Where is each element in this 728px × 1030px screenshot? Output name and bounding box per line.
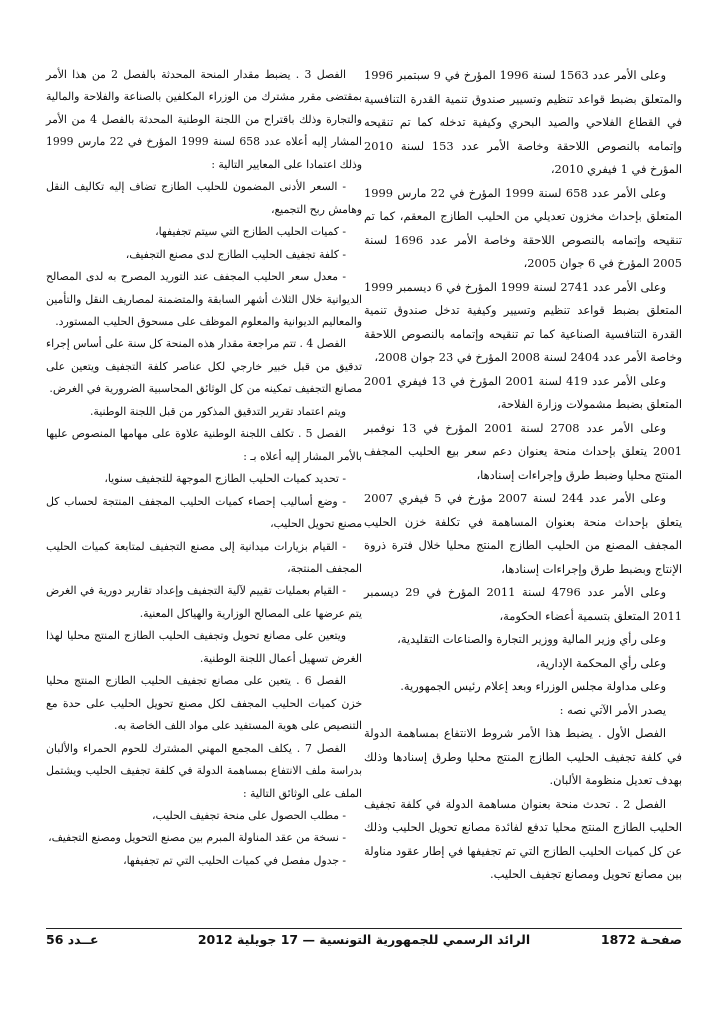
paragraph: يصدر الأمر الآتي نصه : xyxy=(559,702,666,717)
right-text-column xyxy=(364,64,682,887)
page-number: صفحـة 1872 xyxy=(600,932,682,947)
article-paragraph: الفصل 7 . يكلف المجمع المهني المشترك للحوم الحمراء والألبان بدراسة ملف الانتفاع بمساهمة الدولة في كلفة تجفيف الحليب ويشتمل الملف على الوثائق التالية : xyxy=(46,741,362,800)
paragraph: وعلى الأمر عدد 2741 لسنة 1999 المؤرخ في 6 ديسمبر 1999 المتعلق بضبط قواعد تنظيم وتسيير وكيفية تدخل صندوق تنمية القدرة التنافسية الصناعية كما تم تنقيحه وإتمامه بالنصوص اللاحقة وخاصة الأمر عدد 2404 لسنة 2008 المؤرخ في 23 جوان 2008، xyxy=(364,279,682,364)
list-item: - مطلب الحصول على منحة تجفيف الحليب، xyxy=(152,808,346,822)
paragraph: وعلى رأي المحكمة الإدارية، xyxy=(536,655,666,670)
article-paragraph: الفصل 3 . يضبط مقدار المنحة المحدثة بالفصل 2 من هذا الأمر بمقتضى مقرر مشترك من الوزراء المكلفين بالصناعة والفلاحة والمالية والتجارة وذلك باقتراح من اللجنة الوطنية المحدثة بالفصل 4 من الأمر المشار إليه أعلاه عدد 658 لسنة 1999 المؤرخ في 22 مارس 1999 وذلك اعتمادا على المعايير التالية : xyxy=(46,68,363,171)
paragraph: ويتعين على مصانع تحويل وتجفيف الحليب الطازج المنتج محليا لهذا الغرض تسهيل أعمال اللجنة الوطنية. xyxy=(46,629,362,665)
article-paragraph: الفصل 2 . تحدث منحة بعنوان مساهمة الدولة في كلفة تجفيف الحليب الطازج المنتج محليا تدفع لفائدة مصانع تحويل الحليب وذلك عن كل كميات الحليب الطازج التي تم تجفيفها في إطار عقود مناولة بين مصانع تحويل ومصانع تجفيف الحليب. xyxy=(364,796,682,881)
paragraph: وعلى الأمر عدد 658 لسنة 1999 المؤرخ في 22 مارس 1999 المتعلق بإحداث مخزون تعديلي من الحليب الطازج المعقم، كما تم تنقيحه وإتمامه بالنصوص اللاحقة وخاصة الأمر عدد 1696 لسنة 2005 المؤرخ في 6 جوان 2005، xyxy=(364,185,682,270)
list-item: - القيام بعمليات تقييم لآلية التجفيف وإعداد تقارير دورية في الغرض يتم عرضها على المصالح الوزارية والهياكل المعنية. xyxy=(46,584,362,620)
list-item: - كلفة تجفيف الحليب الطازج لدى مصنع التجفيف، xyxy=(125,247,346,261)
paragraph: وعلى الأمر عدد 2708 لسنة 2001 المؤرخ في 13 نوفمبر 2001 يتعلق بإحداث منحة يعنوان دعم سعر بيع الحليب المجفف المنتج محليا وضبط طرق وإجراءات إسنادها، xyxy=(364,420,682,482)
paragraph: وعلى الأمر عدد 1563 لسنة 1996 المؤرخ في 9 سبتمبر 1996 والمتعلق بضبط قواعد تنظيم وتسيير صندوق تنمية القدرة التنافسية في القطاع الفلاحي والصيد البحري وكيفية تدخله كما تم تنقيحه وإتمامه بالنصوص اللاحقة وخاصة الأمر عدد 153 لسنة 2010 المؤرخ في 1 فيفري 2010، xyxy=(364,68,682,176)
paragraph: وعلى الأمر عدد 244 لسنة 2007 مؤرخ في 5 فيفري 2007 يتعلق بإحداث منحة بعنوان المساهمة في تكلفة خزن الحليب المجفف المصنع من الحليب الطازج المنتج محليا خلال فترة ذروة الإنتاج وبضبط طرق وإجراءات إسنادها، xyxy=(364,491,682,576)
article-paragraph: الفصل الأول . يضبط هذا الأمر شروط الانتفاع بمساهمة الدولة في كلفة تجفيف الحليب الطازج المنتج محليا وطرق إسنادها وذلك بهدف تعديل منظومة الألبان. xyxy=(364,726,682,787)
article-paragraph: الفصل 4 . تتم مراجعة مقدار هذه المنحة كل سنة على أساس إجراء تدقيق من قبل خبير خارجي لكل عناصر كلفة التجفيف ويتعين على مصانع التجفيف تمكينه من كل الوثائق المحاسبية الضرورية في الغرض. xyxy=(46,337,362,396)
page-footer xyxy=(46,932,682,952)
list-item: - نسخة من عقد المناولة المبرم بين مصنع التحويل ومصنع التجفيف، xyxy=(48,831,346,845)
footer-divider xyxy=(46,928,682,929)
paragraph: ويتم اعتماد تقرير التدقيق المذكور من قبل اللجنة الوطنية. xyxy=(90,404,346,418)
list-item: - جدول مفصل في كميات الحليب التي تم تجفيفها، xyxy=(123,853,346,867)
left-text-column xyxy=(46,64,362,872)
paragraph: وعلى الأمر عدد 4796 لسنة 2011 المؤرخ في 29 ديسمبر 2011 المتعلق بتسمية أعضاء الحكومة، xyxy=(364,585,682,623)
paragraph: وعلى رأي وزير المالية ووزير التجارة والصناعات التقليدية، xyxy=(397,632,666,646)
paragraph: وعلى الأمر عدد 419 لسنة 2001 المؤرخ في 13 فيفري 2001 المتعلق بضبط مشمولات وزارة الفلاحة، xyxy=(364,373,682,411)
list-item: - القيام بزيارات ميدانية إلى مصنع التجفيف لمتابعة كميات الحليب المجفف المنتجة، xyxy=(46,539,362,575)
list-item: - السعر الأدنى المضمون للحليب الطازج تضاف إليه تكاليف النقل وهامش ربح التجميع، xyxy=(46,180,362,216)
list-item: - تحديد كميات الحليب الطازج الموجهة للتجفيف سنويا، xyxy=(104,472,346,486)
article-paragraph: الفصل 6 . يتعين على مصانع تجفيف الحليب الطازج المنتج محليا خزن كميات الحليب المجفف لكل مصنع تحويل الحليب على حدة مع التنصيص على هوية المستفيد على مواد اللف الخاصة به. xyxy=(46,674,362,733)
list-item: - معدل سعر الحليب المجفف عند التوريد المصرح به لدى المصالح الديوانية خلال الثلاث أشهر السابقة والمتضمنة لمصاريف النقل والتأمين والمعاليم الديوانية والمعلوم الموظف على مسحوق الحليب المستورد. xyxy=(46,270,362,328)
list-item: - كميات الحليب الطازج التي سيتم تجفيفها، xyxy=(155,225,346,239)
journal-title: الرائد الرسمي للجمهورية التونسية — 17 جويلية 2012 xyxy=(197,932,531,947)
issue-number: عــدد 56 xyxy=(46,932,99,947)
paragraph: وعلى مداولة مجلس الوزراء وبعد إعلام رئيس الجمهورية. xyxy=(400,679,666,693)
article-paragraph: الفصل 5 . تكلف اللجنة الوطنية علاوة على مهامها المنصوص عليها بالأمر المشار إليه أعلاه بـ : xyxy=(46,427,362,463)
list-item: - وضع أساليب إحصاء كميات الحليب المجفف المنتجة لحساب كل مصنع تحويل الحليب، xyxy=(46,494,362,531)
